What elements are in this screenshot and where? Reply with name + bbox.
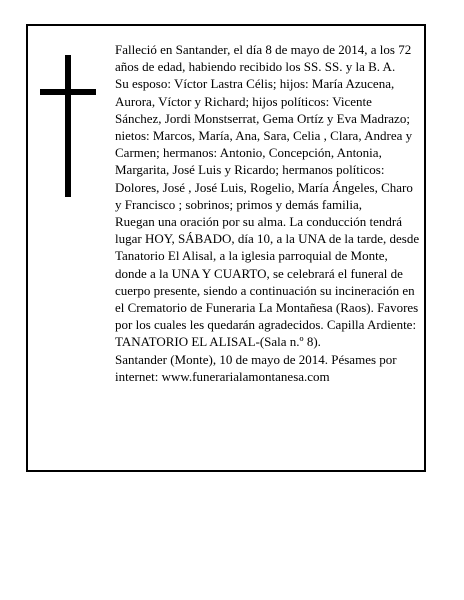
death-announcement: Falleció en Santander, el día 8 de mayo de 2014, a los 72 años de edad, habiendo recibido los SS. SS. y la B. A. bbox=[115, 42, 412, 75]
place-date-condolences: Santander (Monte), 10 de mayo de 2014. Pésames por internet: www.funerarialamontanesa.com bbox=[115, 351, 397, 384]
latin-cross-icon bbox=[40, 55, 96, 197]
cross-horizontal-bar bbox=[40, 89, 96, 95]
family-list: Su esposo: Víctor Lastra Célis; hijos: María Azucena, Aurora, Víctor y Richard; hijos políticos: Vicente Sánchez, Jordi Monstserrat, Gema Ortíz y Eva Madrazo; nietos: Marcos, María, Ana, Sara, Celia , Clara, Andrea y Carmen; hermanos: Antonio, Concepción, Antonia, Margarita, José Luis y Ricardo; hermanos políticos: Dolores, José , José Luis, Rogelio, María Ángeles, Charo y Francisco ; sobrinos; primos y demás familia, bbox=[115, 76, 413, 212]
obituary-notice bbox=[26, 24, 426, 472]
obituary-text bbox=[115, 41, 420, 385]
cross-vertical-bar bbox=[65, 55, 71, 197]
funeral-details: Ruegan una oración por su alma. La conducción tendrá lugar HOY, SÁBADO, día 10, a la UNA de la tarde, desde Tanatorio El Alisal, a la iglesia parroquial de Monte, donde a la UNA Y CUARTO, se celebrará el funeral de cuerpo presente, siendo a continuación su incineración en el Crematorio de Funeraria La Montañesa (Raos). Favores por los cuales les quedarán agradecidos. Capilla Ardiente: TANATORIO EL ALISAL-(Sala n.º 8). bbox=[115, 214, 420, 350]
